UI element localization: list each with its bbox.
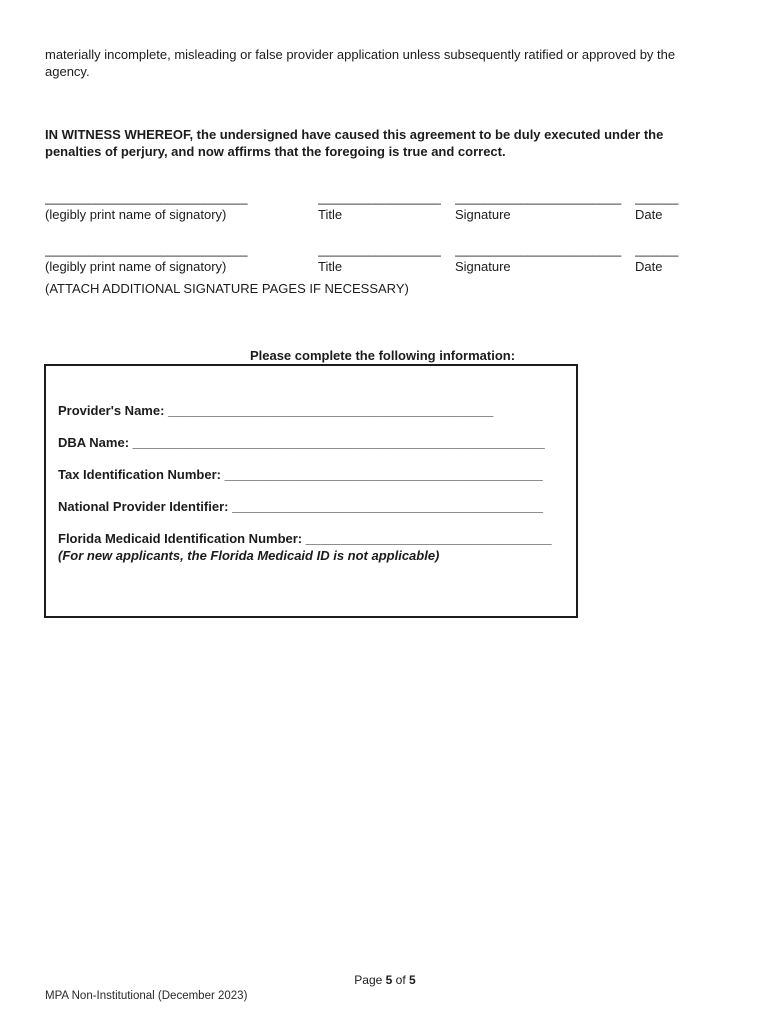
page-current: 5: [385, 973, 393, 987]
field-dba-name-label: DBA Name:: [58, 435, 130, 450]
signature-column: [455, 191, 635, 223]
signature-column: [455, 243, 635, 275]
field-provider-name-blank-line: _____________________________________________: [168, 403, 494, 418]
title-caption: Title: [318, 259, 343, 274]
signatory-name-column: [45, 191, 250, 223]
signatory-name-caption: (legibly print name of signatory): [45, 207, 227, 222]
field-dba-name-blank-line: _________________________________________________________: [132, 435, 545, 450]
date-column: [635, 243, 683, 275]
title-column: [318, 243, 455, 275]
signature-section: [45, 191, 720, 297]
footer-page-number: [0, 973, 770, 987]
signature-row-1: [45, 191, 720, 223]
info-box-heading: Please complete the following information:: [249, 348, 516, 363]
date-caption: Date: [635, 259, 663, 274]
medicaid-note: (For new applicants, the Florida Medicaid ID is not applicable): [58, 548, 440, 563]
signature-caption: Signature: [455, 207, 511, 222]
signature-blank-line: _______________________: [455, 191, 622, 205]
date-blank-line: ______: [635, 243, 679, 257]
footer-doc-id: MPA Non-Institutional (December 2023): [45, 990, 248, 1002]
signature-row-2: [45, 243, 720, 275]
field-tax-id-blank-line: ____________________________________________: [224, 467, 543, 482]
witness-clause: IN WITNESS WHEREOF, the undersigned have caused this agreement to be duly executed under the penalties of perjury, and now affirms that the foregoing is true and correct.: [45, 127, 664, 159]
signatory-name-column: [45, 243, 250, 275]
signatory-name-blank-line: ____________________________: [45, 191, 248, 205]
field-medicaid-id-label: Florida Medicaid Identification Number:: [58, 531, 303, 546]
signatory-name-blank-line: ____________________________: [45, 243, 248, 257]
field-tax-id-label: Tax Identification Number:: [58, 467, 221, 482]
title-blank-line: _________________: [318, 191, 441, 205]
signature-blank-line: _______________________: [455, 243, 622, 257]
info-box: [44, 364, 578, 618]
attach-additional-pages-note: (ATTACH ADDITIONAL SIGNATURE PAGES IF NECESSARY): [45, 281, 409, 296]
field-dba-name: [58, 434, 564, 451]
field-tax-id: [58, 466, 564, 483]
of-word: of: [395, 973, 406, 987]
page-total: 5: [409, 973, 416, 987]
intro-paragraph: materially incomplete, misleading or false provider application unless subsequently ratified or approved by the agency.: [45, 47, 676, 79]
title-caption: Title: [318, 207, 343, 222]
date-column: [635, 191, 683, 223]
field-provider-name-label: Provider's Name:: [58, 403, 165, 418]
date-caption: Date: [635, 207, 663, 222]
signature-caption: Signature: [455, 259, 511, 274]
field-provider-name: [58, 402, 564, 419]
page-word: Page: [354, 973, 383, 987]
field-medicaid-id: [58, 530, 564, 547]
date-blank-line: ______: [635, 191, 679, 205]
field-npi-label: National Provider Identifier:: [58, 499, 229, 514]
signatory-name-caption: (legibly print name of signatory): [45, 259, 227, 274]
field-npi-blank-line: ___________________________________________: [232, 499, 543, 514]
title-column: [318, 191, 455, 223]
title-blank-line: _________________: [318, 243, 441, 257]
field-npi: [58, 498, 564, 515]
field-medicaid-id-blank-line: __________________________________: [305, 531, 552, 546]
